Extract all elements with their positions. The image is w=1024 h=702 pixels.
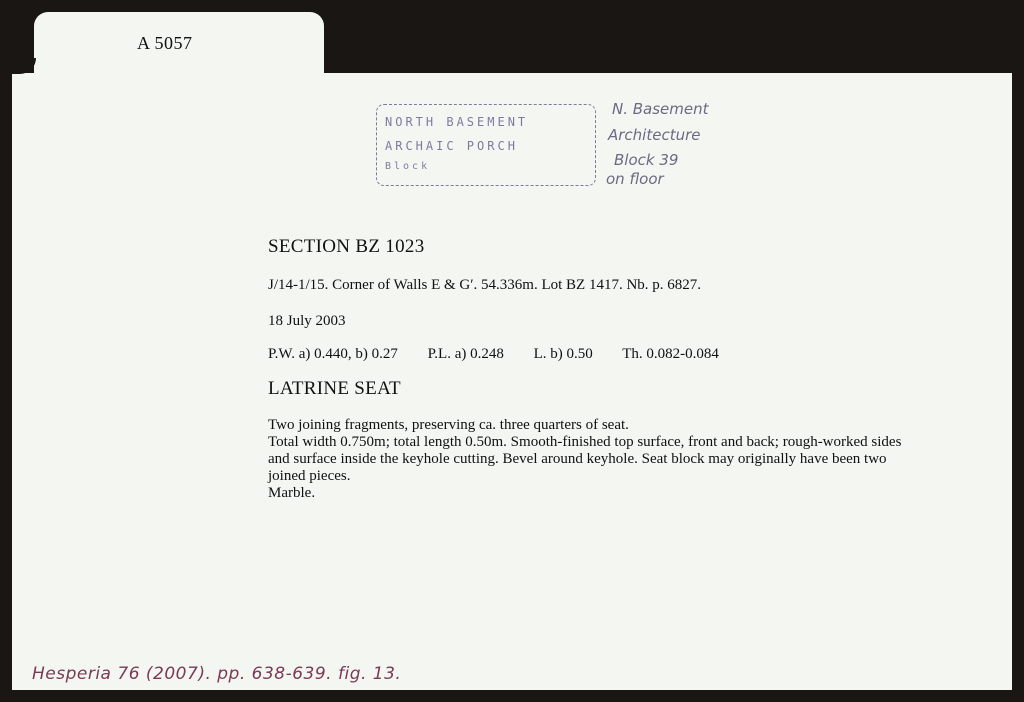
description-line-1: Two joining fragments, preserving ca. three quarters of seat. bbox=[268, 417, 629, 433]
dimension-pw: P.W. a) 0.440, b) 0.27 bbox=[268, 346, 398, 362]
dimension-th: Th. 0.082-0.084 bbox=[622, 346, 719, 362]
dimension-l: L. b) 0.50 bbox=[533, 346, 593, 362]
inventory-stamp bbox=[376, 104, 596, 186]
handwritten-note-line-3: Block 39 bbox=[614, 151, 679, 169]
stamp-line-2: ARCHAIC PORCH bbox=[385, 139, 518, 153]
description-block bbox=[268, 417, 918, 502]
description-line-2: Total width 0.750m; total length 0.50m. Smooth-finished top surface, front and back; rough-worked sides and surface inside the keyhole cutting. Bevel around keyhole. Seat block may originally have been two joined pieces. bbox=[268, 434, 902, 484]
stamp-line-3: Block bbox=[385, 161, 431, 172]
dimensions-line bbox=[268, 346, 745, 363]
date-line: 18 July 2003 bbox=[268, 313, 346, 329]
section-heading: SECTION BZ 1023 bbox=[268, 236, 425, 257]
description-line-3: Marble. bbox=[268, 485, 316, 501]
handwritten-note-line-1: N. Basement bbox=[612, 100, 709, 118]
handwritten-citation: Hesperia 76 (2007). pp. 638-639. fig. 13. bbox=[32, 664, 402, 684]
handwritten-note-line-2: Architecture bbox=[608, 126, 701, 144]
object-title: LATRINE SEAT bbox=[268, 378, 401, 399]
findspot-line: J/14-1/15. Corner of Walls E & G′. 54.336m. Lot BZ 1417. Nb. p. 6827. bbox=[268, 277, 702, 293]
dimension-pl: P.L. a) 0.248 bbox=[427, 346, 504, 362]
handwritten-note-line-4: on floor bbox=[606, 170, 664, 188]
stamp-line-1: NORTH BASEMENT bbox=[385, 115, 529, 129]
accession-number: A 5057 bbox=[137, 33, 193, 53]
